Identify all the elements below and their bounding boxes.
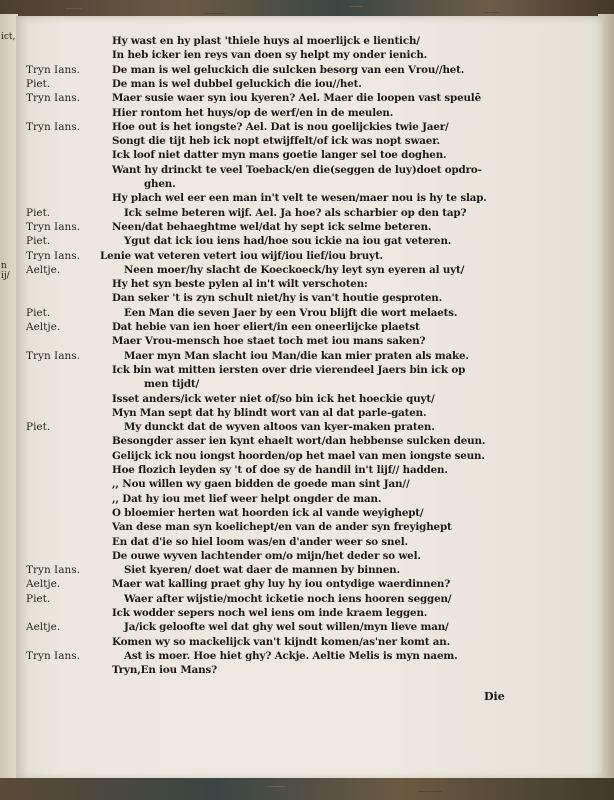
- verse-text: Besongder asser ien kynt ehaelt wort/dan hebbense sulcken deun.: [112, 435, 486, 448]
- text-line: [16, 406, 602, 420]
- verse-text: Een Man die seven Jaer by een Vrou blijft die wort melaets.: [124, 306, 458, 319]
- verse-text: Hy plach wel eer een man in't velt te wesen/maer nou is hy te slap.: [112, 192, 487, 205]
- verse-text: Myn Man sept dat hy blindt wort van al dat parle-gaten.: [112, 406, 427, 419]
- text-line: [16, 91, 602, 105]
- speaker-name: Tryn Ians.: [26, 63, 80, 76]
- verse-text: O bloemier herten wat hoorden ick al vande weyighept/: [112, 506, 424, 519]
- speaker-name: Tryn Ians.: [26, 649, 80, 662]
- text-line: [16, 63, 602, 77]
- verse-text: Waer after wijstie/mocht icketie noch iens hooren seggen/: [124, 592, 452, 605]
- text-line: [16, 320, 602, 334]
- verse-text: Ick loof niet datter myn mans goetie langer sel toe doghen.: [112, 149, 447, 162]
- verse-text: Dan seker 't is zyn schult niet/hy is van't houtie gesproten.: [112, 292, 443, 305]
- text-line: [16, 420, 602, 434]
- book-page: [16, 16, 602, 780]
- verse-text: Lenie wat veteren vetert iou wijf/iou lief/iou bruyt.: [100, 249, 383, 262]
- speaker-name: Piet.: [26, 592, 51, 605]
- text-line: [16, 520, 602, 534]
- verse-text: Hoe out is het iongste? Ael. Dat is nou goelijckies twie Jaer/: [112, 120, 449, 133]
- verse-text: Tryn,En iou Mans?: [112, 664, 217, 677]
- verse-text: Neen/dat behaeghtme wel/dat hy sept ick selme beteren.: [112, 220, 432, 233]
- marbled-cover-bottom: [0, 778, 614, 800]
- verse-text: De man is wel dubbel geluckich die iou//het.: [112, 77, 362, 90]
- verse-text: men tijdt/: [144, 378, 200, 391]
- text-line: [16, 606, 602, 620]
- verse-text: Maer myn Man slacht iou Man/die kan mier praten als make.: [124, 349, 469, 362]
- catchword: Die: [484, 690, 505, 703]
- verse-text: Hier rontom het huys/op de werf/en in de meulen.: [112, 106, 394, 119]
- speaker-name: Piet.: [26, 235, 51, 248]
- verse-text: ,, Nou willen wy gaen bidden de goede man sint Jan//: [112, 478, 410, 491]
- text-line: [16, 191, 602, 205]
- text-line: [16, 334, 602, 348]
- verse-text: My dunckt dat de wyven altoos van kyer-maken praten.: [124, 421, 435, 434]
- verse-text: Ick bin wat mitten iersten over drie vierendeel Jaers bin ick op: [112, 363, 466, 376]
- text-line: [16, 663, 602, 677]
- verse-text: Maer susie waer syn iou kyeren? Ael. Maer die loopen vast speulē: [112, 92, 481, 105]
- text-line: [16, 635, 602, 649]
- verse-text: Hy het syn beste pylen al in't wilt verschoten:: [112, 278, 368, 291]
- text-line: [16, 477, 602, 491]
- speaker-name: Aeltje.: [26, 321, 61, 333]
- text-line: [16, 506, 602, 520]
- text-line: [16, 163, 602, 177]
- verse-text: ghen.: [144, 178, 176, 190]
- text-line: [16, 134, 602, 148]
- text-line: [16, 535, 602, 549]
- text-line: [16, 48, 602, 62]
- text-line: [16, 148, 602, 162]
- verse-text: Ick selme beteren wijf. Ael. Ja hoe? als scharbier op den tap?: [124, 206, 467, 219]
- text-line: [16, 277, 602, 291]
- text-line: [16, 363, 602, 377]
- facing-page-fragment: n ij/: [1, 260, 10, 281]
- speaker-name: Tryn Ians.: [26, 349, 80, 362]
- speaker-name: Tryn Ians.: [26, 220, 80, 233]
- text-line: [16, 592, 602, 606]
- text-line: [16, 306, 602, 320]
- text-line: [16, 649, 602, 663]
- speaker-name: Tryn Ians.: [26, 564, 80, 577]
- text-line: [16, 220, 602, 234]
- verse-text: En dat d'ie so hiel loom was/en d'ander weer so snel.: [112, 535, 408, 548]
- speaker-name: Piet.: [26, 421, 51, 434]
- text-line: [16, 249, 602, 263]
- verse-text: Ygut dat ick iou iens had/hoe sou ickie na iou gat veteren.: [124, 235, 452, 248]
- verse-text: Komen wy so mackelijck van't kijndt komen/as'ner komt an.: [112, 635, 451, 648]
- verse-text: Siet kyeren/ doet wat daer de mannen by binnen.: [124, 564, 400, 577]
- text-line: [16, 620, 602, 634]
- verse-text: Maer wat kalling praet ghy luy hy iou ontydige waerdinnen?: [112, 578, 451, 591]
- speaker-name: Aeltje.: [26, 578, 61, 591]
- speaker-name: Aeltje.: [26, 621, 61, 634]
- verse-text: Want hy drinckt te veel Toeback/en die(seggen de luy)doet opdro-: [112, 163, 482, 176]
- speaker-name: Tryn Ians.: [26, 249, 80, 262]
- verse-text: Maer Vrou-mensch hoe staet toch met iou mans saken?: [112, 335, 426, 348]
- verse-text: Ast is moer. Hoe hiet ghy? Ackje. Aeltie Melis is myn naem.: [124, 649, 458, 662]
- text-line: [16, 434, 602, 448]
- speaker-name: Piet.: [26, 77, 51, 90]
- verse-text: Ja/ick geloofte wel dat ghy wel sout willen/myn lieve man/: [124, 621, 449, 634]
- text-line: [16, 349, 602, 363]
- text-line: [16, 449, 602, 463]
- text-line: [16, 206, 602, 220]
- text-line: [16, 177, 602, 191]
- text-line: [16, 563, 602, 577]
- speaker-name: Tryn Ians.: [26, 120, 80, 133]
- verse-text: Ick wodder sepers noch wel iens om inde kraem leggen.: [112, 607, 428, 619]
- verse-text: De ouwe wyven lachtender om/o mijn/het deder so wel.: [112, 549, 421, 562]
- text-line: [16, 234, 602, 248]
- verse-text: Hy wast en hy plast 'thiele huys al moerlijck e lientich/: [112, 35, 420, 47]
- verse-text: Hoe flozich leyden sy 't of doe sy de handil in't lijf// hadden.: [112, 464, 448, 476]
- speaker-name: Tryn Ians.: [26, 92, 80, 105]
- verse-text: Van dese man syn koelichept/en van de ander syn freyighept: [112, 521, 452, 534]
- verse-text: Dat hebie van ien hoer eliert/in een oneerlijcke plaetst: [112, 321, 420, 333]
- verse-text: Songt die tijt heb ick nopt etwijffelt/of ick was nopt swaer.: [112, 135, 440, 148]
- text-line: [16, 34, 602, 48]
- verse-text: In heb icker ien reys van doen sy helpt my onder ienich.: [112, 49, 428, 62]
- verse-text: ,, Dat hy iou met lief weer helpt ongder de man.: [112, 492, 382, 505]
- text-line: [16, 377, 602, 391]
- text-line: [16, 106, 602, 120]
- verse-text: De man is wel geluckich die sulcken besorg van een Vrou//het.: [112, 63, 465, 76]
- speaker-name: Piet.: [26, 306, 51, 319]
- speaker-name: Piet.: [26, 206, 51, 219]
- text-line: [16, 577, 602, 591]
- verse-text: Neen moer/hy slacht de Koeckoeck/hy leyt syn eyeren al uyt/: [124, 263, 465, 276]
- text-line: [16, 492, 602, 506]
- text-line: [16, 291, 602, 305]
- text-line: [16, 77, 602, 91]
- text-line: [16, 463, 602, 477]
- verse-text: Isset anders/ick weter niet of/so bin ick het hoeckie quyt/: [112, 392, 435, 405]
- verse-text: Gelijck ick nou iongst hoorden/op het mael van men iongste seun.: [112, 449, 485, 462]
- text-line: [16, 120, 602, 134]
- facing-page-fragment: ict,: [1, 32, 16, 42]
- text-line: [16, 549, 602, 563]
- text-line: [16, 263, 602, 277]
- text-line: [16, 392, 602, 406]
- speaker-name: Aeltje.: [26, 263, 61, 276]
